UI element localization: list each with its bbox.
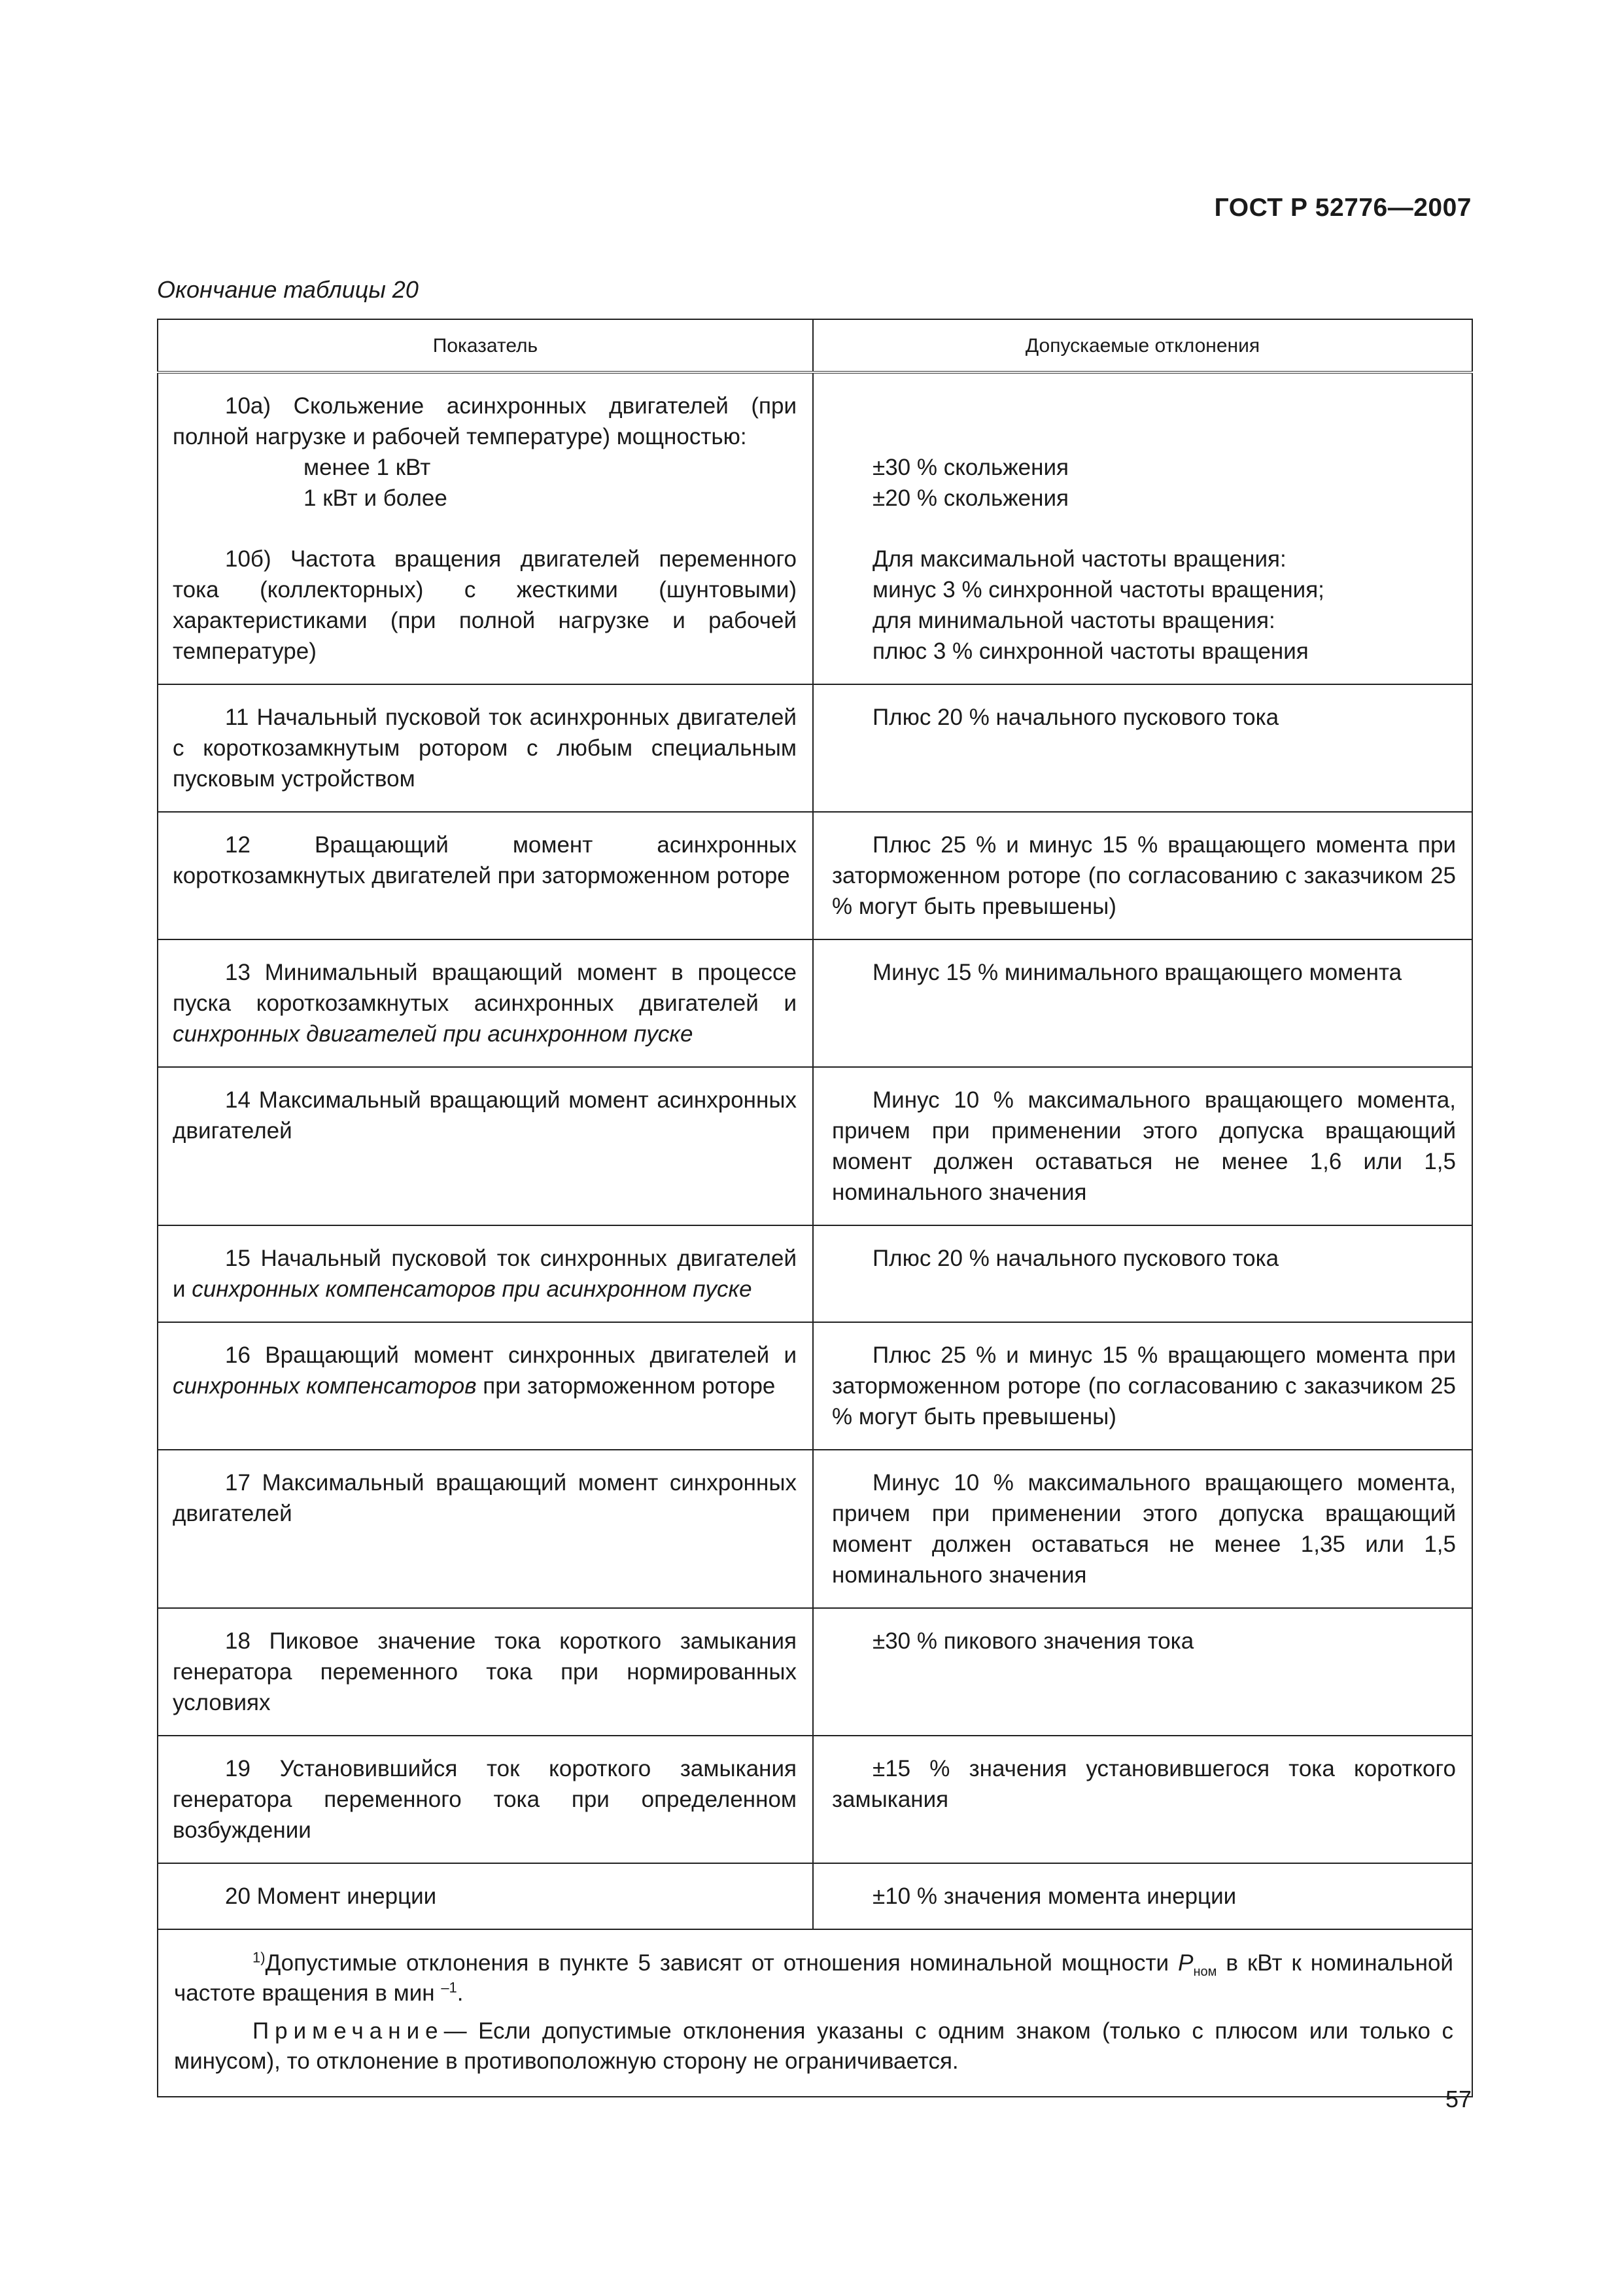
- column-header-indicator: Показатель: [158, 319, 813, 372]
- table-footer-row: [158, 1929, 1472, 2097]
- footnote-symbol-sub: ном: [1193, 1965, 1217, 1979]
- row-11-deviation: Плюс 20 % начального пускового тока: [872, 705, 1279, 730]
- table-note: [174, 2016, 1453, 2076]
- row-10a-indicator: 10а) Скольжение асинхронных двигателей (при полной нагрузке и рабочей температуре) мощностью:: [173, 393, 797, 449]
- row-10b-deviation-4: плюс 3 % синхронной частоты вращения: [872, 639, 1309, 664]
- row-18-indicator: 18 Пиковое значение тока короткого замыкания генератора переменного тока при нормированных условиях: [173, 1628, 797, 1715]
- row-16-indicator-cell: [173, 1340, 797, 1401]
- row-18-deviation: ±30 % пикового значения тока: [872, 1628, 1194, 1654]
- row-17-deviation: Минус 10 % максимального вращающего момента, причем при применении этого допуска вращающий момент должен оставаться не менее 1,35 или 1,5 номинального значения: [832, 1470, 1456, 1588]
- row-10a-deviation-2: ±20 % скольжения: [872, 485, 1069, 511]
- row-10b-deviation-2: минус 3 % синхронной частоты вращения;: [872, 577, 1324, 603]
- note-text: Если допустимые отклонения указаны с одним знаком (только с плюсом или только с минусом), то отклонение в противоположную сторону не ограничивается.: [174, 2018, 1453, 2074]
- row-10a-sub2: 1 кВт и более: [303, 485, 447, 511]
- table-row: [158, 1863, 1472, 1929]
- row-10a-sub1: менее 1 кВт: [303, 455, 431, 480]
- column-header-deviation: Допускаемые отклонения: [813, 319, 1472, 372]
- row-20-deviation: ±10 % значения момента инерции: [872, 1883, 1237, 1909]
- table-row: [158, 812, 1472, 939]
- table-row: [158, 372, 1472, 684]
- row-16-indicator-tail: при заторможенном роторе: [483, 1373, 776, 1399]
- row-14-deviation: Минус 10 % максимального вращающего момента, причем при применении этого допуска вращающий момент должен оставаться не менее 1,6 или 1,5 номинального значения: [832, 1087, 1456, 1205]
- footnote: [174, 1948, 1453, 2008]
- row-16-indicator-italic: синхронных компенсаторов: [173, 1373, 477, 1399]
- row-17-indicator: 17 Максимальный вращающий момент синхронных двигателей: [173, 1470, 797, 1526]
- footnote-text-c: .: [457, 1980, 464, 2006]
- row-13-deviation: Минус 15 % минимального вращающего момента: [872, 960, 1402, 985]
- footnote-exponent: –1: [441, 1979, 457, 1996]
- row-19-indicator: 19 Установившийся ток короткого замыкания генератора переменного тока при определенном возбуждении: [173, 1756, 797, 1843]
- row-10b-indicator: 10б) Частота вращения двигателей переменного тока (коллекторных) с жесткими (шунтовыми) характеристиками (при полной нагрузке и рабочей температуре): [173, 546, 797, 664]
- table-row: [158, 1067, 1472, 1225]
- row-16-indicator: 16 Вращающий момент синхронных двигателей и: [225, 1342, 797, 1368]
- row-19-deviation: ±15 % значения установившегося тока короткого замыкания: [832, 1756, 1456, 1812]
- table-row: [158, 684, 1472, 812]
- table-row: [158, 1450, 1472, 1608]
- table-row: [158, 1608, 1472, 1736]
- table-row: [158, 1225, 1472, 1322]
- row-12-indicator: 12 Вращающий момент асинхронных короткозамкнутых двигателей при заторможенном роторе: [173, 832, 797, 888]
- row-10b-deviation-3: для минимальной частоты вращения:: [872, 608, 1275, 633]
- table-row: [158, 1322, 1472, 1450]
- row-10b-deviation-1: Для максимальной частоты вращения:: [872, 546, 1287, 572]
- row-15-deviation: Плюс 20 % начального пускового тока: [872, 1246, 1279, 1271]
- row-15-indicator-cell: [173, 1243, 797, 1305]
- row-13-indicator: 13 Минимальный вращающий момент в процессе пуска короткозамкнутых асинхронных двигателей и: [173, 960, 797, 1016]
- footnote-text-b: в кВт к номинальной частоте вращения в мин: [174, 1950, 1453, 2006]
- row-15-indicator-italic: синхронных компенсаторов при асинхронном пуске: [192, 1276, 752, 1302]
- note-dash: —: [443, 2018, 467, 2044]
- row-10a-deviation-1: ±30 % скольжения: [872, 455, 1069, 480]
- row-16-deviation: Плюс 25 % и минус 15 % вращающего момента при заторможенном роторе (по согласованию с заказчиком 25 % могут быть превышены): [832, 1342, 1456, 1429]
- row-15-indicator: 15 Начальный пусковой ток синхронных двигателей и: [173, 1246, 797, 1302]
- row-12-deviation: Плюс 25 % и минус 15 % вращающего момента при заторможенном роторе (по согласованию с заказчиком 25 % могут быть превышены): [832, 832, 1456, 919]
- row-20-indicator: 20 Момент инерции: [225, 1883, 437, 1909]
- footnote-marker: 1): [252, 1949, 266, 1966]
- document-header: ГОСТ Р 52776—2007: [1214, 194, 1472, 222]
- page-number: 57: [1445, 2086, 1472, 2112]
- footnote-text-a: Допустимые отклонения в пункте 5 зависят от отношения номинальной мощности: [265, 1950, 1169, 1976]
- footnote-symbol: P: [1178, 1950, 1194, 1976]
- row-13-indicator-cell: [173, 957, 797, 1049]
- note-label: Примечание: [252, 2018, 444, 2044]
- row-11-indicator: 11 Начальный пусковой ток асинхронных двигателей с короткозамкнутым ротором с любым специальным пусковым устройством: [173, 705, 797, 792]
- table-caption: Окончание таблицы 20: [157, 276, 419, 303]
- table-header-row: [158, 319, 1472, 372]
- deviations-table: [157, 319, 1473, 2097]
- table-footer: [158, 1929, 1472, 2097]
- row-14-indicator: 14 Максимальный вращающий момент асинхронных двигателей: [173, 1087, 797, 1144]
- table-row: [158, 1736, 1472, 1863]
- row-13-indicator-italic: синхронных двигателей при асинхронном пуске: [173, 1021, 693, 1047]
- table-row: [158, 939, 1472, 1067]
